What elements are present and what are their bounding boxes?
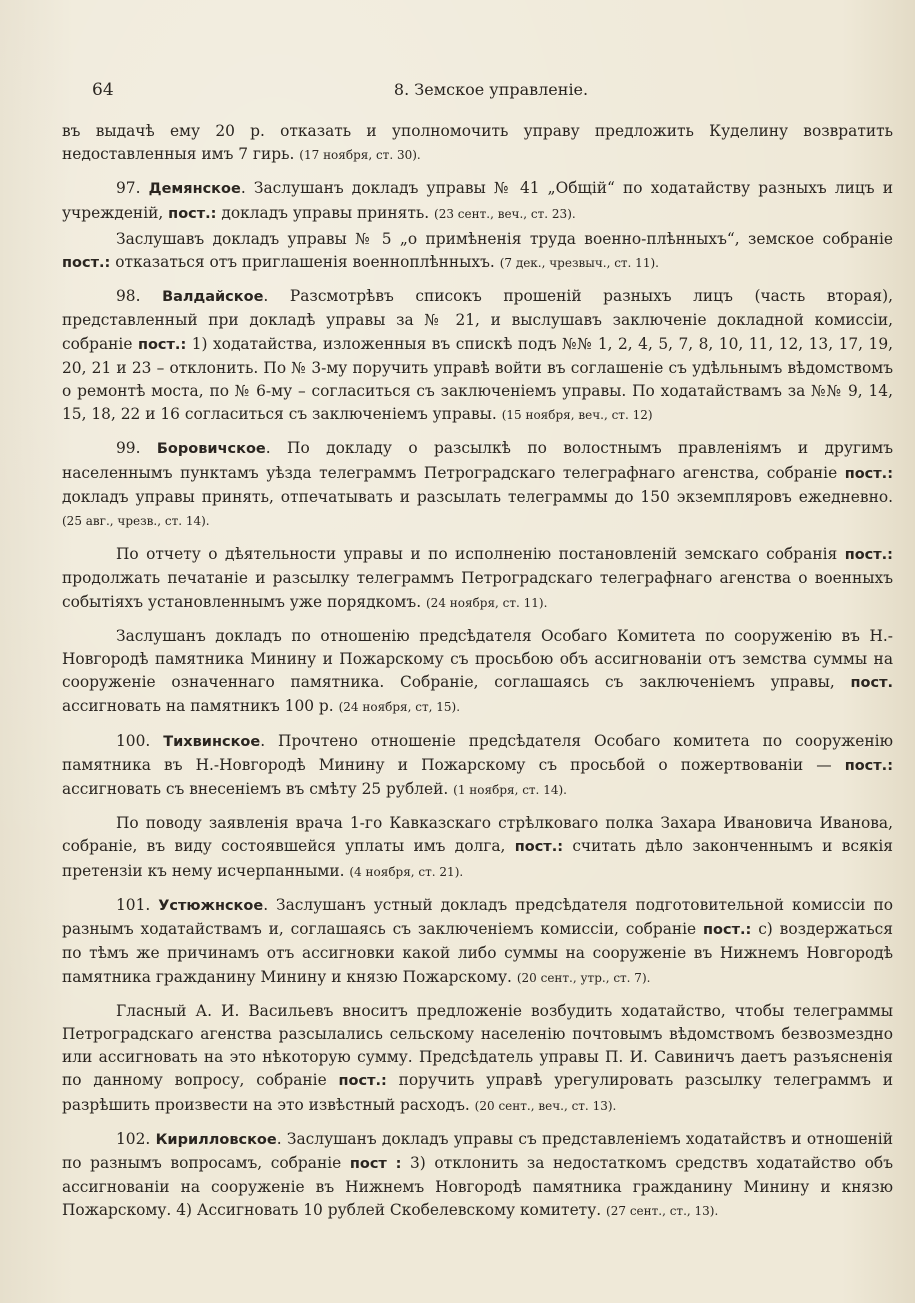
session-reference: (20 сент., утр., ст. 7). — [516, 970, 651, 985]
entry-97: 97. Демянское. Заслушанъ докладъ управы № 41 „Общій“ по ходатайству разныхъ лицъ и учрежденій, пост.: докладъ управы принять. (23 сент., веч., ст. 23). — [62, 179, 893, 222]
page-number: 64 — [92, 80, 114, 100]
paragraph-text: Заслушанъ докладъ по отношенію предсѣдателя Особаго Комитета по сооруженію въ Н.-Новгородѣ памятника Минину и Пожарскому съ просьбою объ ассигнованіи отъ земства суммы на сооруженіе означеннаго памятника. Собраніе, соглашаясь съ заключеніемъ управы, — [62, 626, 893, 692]
resolution-text: ассигновать съ внесеніемъ въ смѣту 25 рублей. — [62, 780, 449, 799]
entry-number: 101. — [116, 895, 151, 914]
entry-101-paragraph-2 — [62, 1000, 893, 1118]
paragraph-text: Заслушавъ докладъ управы № 5 „о примѣненія труда военно-плѣнныхъ“, земское собраніе — [116, 229, 893, 248]
resolution-text: докладъ управы принять. — [221, 203, 430, 222]
paragraph-text: Гласный А. И. Васильевъ вноситъ предложеніе возбудить ходатайство, чтобы телеграммы Петроградскаго агенства разсылались сельскому населенію почтовымъ вѣдомствомъ безвозмездно или ассигновать на это нѣкоторую сумму. Предсѣдатель управы П. И. Савиничъ даетъ разъясненія по данному вопросу, собраніе — [62, 1001, 893, 1090]
session-reference: (25 авг., чрезв., ст. 14). — [62, 514, 210, 529]
running-title: 8. Земское управленіе. — [393, 80, 589, 99]
zemstvo-name: Кирилловское — [155, 1131, 277, 1148]
paragraph-text: По отчету о дѣятельности управы и по исполненію постановленій земскаго собранія — [116, 545, 838, 564]
entry-99-paragraph-2 — [62, 543, 893, 615]
resolution-keyword: пост.: — [844, 757, 893, 774]
resolution-text: 1) ходатайства, изложенныя въ спискѣ подъ №№ 1, 2, 4, 5, 7, 8, 10, 11, 12, 13, 17, 19, 20, 21 и 23 – отклонить. По № 3-му поручить управѣ войти въ соглашеніе съ удѣльнымъ вѣдомствомъ о ремонтѣ моста, по № 6-му – согласиться съ заключеніемъ управы. По ходатайствамъ за №№ 9, 14, 15, 18, 22 и 16 согласиться съ заключеніемъ управы. — [62, 334, 893, 424]
resolution-keyword: пост.: — [168, 205, 217, 222]
page-header — [92, 80, 890, 106]
entry-number: 102. — [116, 1129, 151, 1148]
paragraph-text: Разсмотрѣвъ списокъ прошеній разныхъ лицъ (часть вторая), представленный при докладѣ управы за № 21, и выслушавъ заключеніе докладной комиссіи, собраніе — [62, 287, 893, 353]
resolution-keyword: пост.: — [844, 547, 893, 564]
resolution-text: докладъ управы принять, отпечатывать и разсылать телеграммы до 150 экземпляровъ ежедневно. — [62, 487, 893, 506]
entry-number: 100. — [116, 731, 151, 750]
paragraph-text: въ выдачѣ ему 20 р. отказать и уполномочить управу предложить Куделину возвратить недоставленныя имъ 7 гирь. — [62, 122, 893, 164]
paragraph-text: Заслушанъ докладъ управы съ представленіемъ ходатайствъ и отношеній по разнымъ вопросамъ, собраніе — [62, 1129, 893, 1172]
paragraph-continuation — [62, 120, 893, 167]
session-reference: (24 ноября, ст. 11). — [426, 595, 548, 610]
resolution-text: ассигновать на памятникъ 100 р. — [62, 697, 334, 716]
resolution-text: с) воздержаться по тѣмъ же причинамъ отъ ассигновки какой либо суммы на сооруженіе въ Нижнемъ Новгородѣ памятника гражданину Минину и князю Пожарскому. — [62, 920, 893, 986]
zemstvo-name: Устюжнское — [158, 897, 264, 914]
zemstvo-name: Валдайское — [162, 289, 264, 306]
entry-99-paragraph-3 — [62, 625, 893, 720]
session-reference: (4 ноября, ст. 21). — [349, 864, 464, 879]
session-reference: (20 сент., веч., ст. 13). — [474, 1098, 617, 1113]
paragraph-text: По поводу заявленія врача 1-го Кавказскаго стрѣлковаго полка Захара Ивановича Иванова, собраніе, въ виду состоявшейся уплаты имъ долга, — [62, 814, 893, 856]
session-reference: (7 дек., чрезвыч., ст. 11). — [499, 256, 659, 271]
paragraph-text: Заслушанъ устный докладъ предсѣдателя подготовительной комиссіи по разнымъ ходатайствамъ и, соглашаясь съ заключеніемъ комиссіи, собраніе — [62, 895, 893, 939]
paragraph-text: По докладу о разсылкѣ по волостнымъ правленіямъ и другимъ населеннымъ пунктамъ уѣзда телеграммъ Петроградскаго телеграфнаго агенства, собраніе — [62, 439, 893, 482]
entry-98: 98. Валдайское. Разсмотрѣвъ списокъ прошеній разныхъ лицъ (часть вторая), представленный при докладѣ управы за № 21, и выслушавъ заключеніе докладной комиссіи, собраніе пост.: 1) ходатайства, изложенныя въ спискѣ подъ №№ 1, 2, 4, 5, 7, 8, 10, 11, 12, 13, 17, 19, 20, 21 и 23 – отклонить. По № 3-му поручить управѣ войти въ соглашеніе съ удѣльнымъ вѣдомствомъ о ремонтѣ моста, по № 6-му – согласиться съ заключеніемъ управы. По ходатайствамъ за №№ 9, 14, 15, 18, 22 и 16 согласиться съ заключеніемъ управы. (15 ноября, веч., ст. 12) — [62, 287, 893, 424]
zemstvo-name: Демянское — [148, 181, 241, 198]
session-reference: (23 сент., веч., ст. 23). — [434, 206, 576, 221]
entry-99: 99. Боровичское. По докладу о разсылкѣ по волостнымъ правленіямъ и другимъ населеннымъ пунктамъ уѣзда телеграммъ Петроградскаго телеграфнаго агенства, собраніе пост.: докладъ управы принять, отпечатывать и разсылать телеграммы до 150 экземпляровъ ежедневно. (25 авг., чрезв., ст. 14). — [62, 439, 893, 529]
body-text — [62, 120, 893, 1224]
paragraph-text: Прочтено отношеніе предсѣдателя Особаго комитета по сооруженію памятника въ Н.-Новгородѣ Минину и Пожарскому съ просьбой о пожертвованіи — — [62, 731, 893, 774]
entry-101: 101. Устюжнское. Заслушанъ устный докладъ предсѣдателя подготовительной комиссіи по разнымъ ходатайствамъ и, соглашаясь съ заключеніемъ комиссіи, собраніе пост.: с) воздержаться по тѣмъ же причинамъ отъ ассигновки какой либо суммы на сооруженіе въ Нижнемъ Новгородѣ памятника гражданину Минину и князю Пожарскому. (20 сент., утр., ст. 7). — [62, 895, 893, 986]
resolution-text: поручить управѣ урегулировать разсылку телеграммъ и разрѣшить произвести на это извѣстный расходъ. — [62, 1071, 893, 1114]
entry-100-paragraph-2 — [62, 812, 893, 884]
entry-102: 102. Кирилловское. Заслушанъ докладъ управы съ представленіемъ ходатайствъ и отношеній по разнымъ вопросамъ, собраніе пост : 3) отклонить за недостаткомъ средствъ ходатайство объ ассигнованіи на сооруженіе въ Нижнемъ Новгородѣ памятника гражданину Минину и князю Пожарскому. 4) Ассигновать 10 рублей Скобелевскому комитету. (27 сент., ст., 13). — [62, 1129, 893, 1220]
entry-number: 99. — [116, 439, 141, 458]
resolution-keyword: пост : — [349, 1155, 402, 1172]
resolution-text: 3) отклонить за недостаткомъ средствъ ходатайство объ ассигнованіи на сооруженіе въ Нижнемъ Новгородѣ памятника гражданину Минину и князю Пожарскому. 4) Ассигновать 10 рублей Скобелевскому комитету. — [62, 1153, 893, 1220]
session-reference: (27 сент., ст., 13). — [606, 1204, 719, 1219]
resolution-keyword: пост.: — [137, 336, 187, 353]
resolution-text: продолжать печатаніе и разсылку телеграммъ Петроградскаго телеграфнаго агенства о военныхъ событіяхъ установленнымъ уже порядкомъ. — [62, 569, 893, 611]
resolution-text: считать дѣло законченнымъ и всякія претензіи къ нему исчерпанными. — [62, 837, 893, 880]
resolution-keyword: пост.: — [703, 922, 752, 939]
zemstvo-name: Боровичское — [156, 441, 266, 458]
session-reference: (17 ноября, ст. 30). — [299, 148, 421, 163]
paragraph-text: Заслушанъ докладъ управы № 41 „Общій“ по ходатайству разныхъ лицъ и учрежденій, — [62, 179, 893, 222]
resolution-keyword: пост.: — [514, 839, 564, 856]
resolution-keyword: пост.: — [844, 465, 893, 482]
session-reference: (1 ноября, ст. 14). — [453, 783, 567, 798]
resolution-keyword: пост.: — [338, 1073, 387, 1090]
entry-97-paragraph-2 — [62, 228, 893, 275]
session-reference: (15 ноября, веч., ст. 12) — [501, 408, 653, 423]
zemstvo-name: Тихвинское — [163, 733, 261, 750]
entry-100: 100. Тихвинское. Прочтено отношеніе предсѣдателя Особаго комитета по сооруженію памятника въ Н.-Новгородѣ Минину и Пожарскому съ просьбой о пожертвованіи — пост.: ассигновать съ внесеніемъ въ смѣту 25 рублей. (1 ноября, ст. 14). — [62, 731, 893, 799]
resolution-keyword: пост.: — [62, 255, 111, 272]
entry-number: 98. — [116, 287, 141, 306]
session-reference: (24 ноября, ст, 15). — [338, 700, 461, 715]
resolution-keyword: пост. — [850, 675, 893, 692]
resolution-text: отказаться отъ приглашенія военноплѣнныхъ. — [115, 253, 495, 272]
entry-number: 97. — [116, 179, 141, 198]
